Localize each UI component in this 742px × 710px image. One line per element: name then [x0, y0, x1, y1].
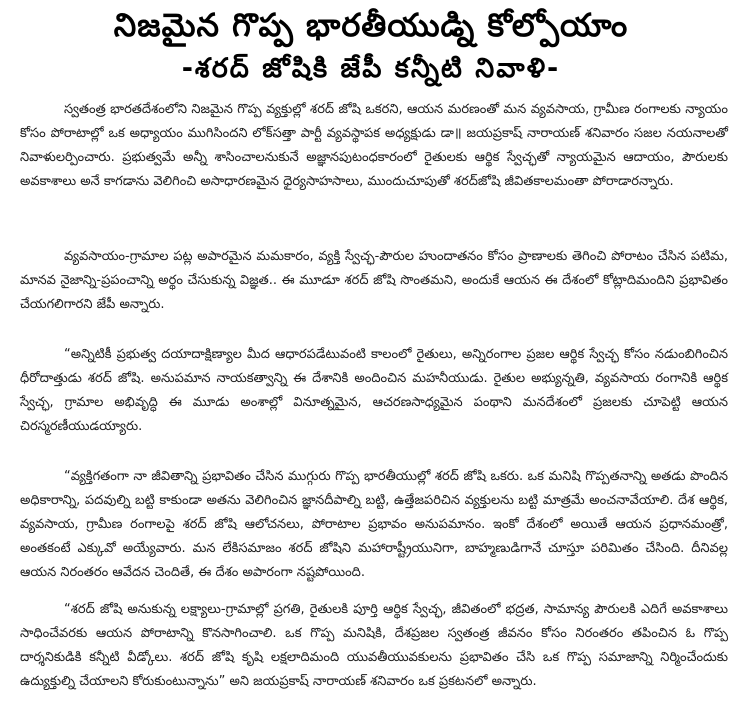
- paragraph-5: “శరద్ జోషి అనుకున్న లక్ష్యాలు-గ్రామాల్లో ప్రగతి, రైతులకి పూర్తి ఆర్థిక స్వేచ్ఛ, జీవితంలో భద్రత, సామాన్య పౌరులకి ఎదిగే అవకాశాలు సాధించేవరకు ఆయన పోరాటాన్ని కొనసాగించాలి. ఒక గొప్ప మనిషికి, దేశప్రజల స్వతంత్ర జీవనం కోసం నిరంతరం తపించిన ఓ గొప్ప దార్శనికుడికి కన్నీటి వీడ్కోలు. శరద్ జోషి కృషి లక్షలాదిమంది యువతీయువకులను ప్రభావితం చేసి ఒక గొప్ప సమాజాన్ని నిర్మించేందుకు ఉద్యుక్తుల్ని చేయాలని కోరుకుంటున్నాను” అని జయప్రకాష్ నారాయణ్ శనివారం ఒక ప్రకటనలో అన్నారు.: [20, 602, 728, 689]
- page-title: నిజమైన గొప్ప భారతీయుడ్ని కోల్పోయాం: [113, 6, 629, 44]
- paragraph-2: వ్యవసాయం-గ్రామాల పట్ల అపారమైన మమకారం, వ్యక్తి స్వేచ్ఛ-పౌరుల హుందాతనం కోసం ప్రాణాలకు తెగించి పోరాటం చేసిన పటిమ, మానవ నైజాన్ని-ప్రపంచాన్ని అర్థం చేసుకున్న విజ్ఞత.. ఈ మూడూ శరద్ జోషి సొంతమని, అందుకే ఆయన ఈ దేశంలో కోట్లాదిమందిని ప్రభావితం చేయగలిగారని జేపీ అన్నారు.: [20, 249, 728, 312]
- paragraph-3: “అన్నిటికీ ప్రభుత్వ దయాదాక్షిణ్యాల మీద ఆధారపడేటువంటి కాలంలో రైతులు, అన్నిరంగాల ప్రజల ఆర్థిక స్వేచ్ఛ కోసం నడుంబిగించిన ధీరోదాత్తుడు శరద్ జోషి. అనుపమాన నాయకత్వాన్ని ఈ దేశానికి అందించిన మహనీయుడు. రైతుల అభ్యున్నతి, వ్యవసాయ రంగానికి ఆర్థిక స్వేచ్ఛ, గ్రామాల అభివృద్ధి ఈ మూడు అంశాల్లో వినూత్నమైన, ఆచరణసాధ్యమైన పంథాని మనదేశంలో ప్రజలకు చూపెట్టి ఆయన చిరస్మరణీయుడయ్యారు.: [20, 347, 728, 434]
- paragraph-1: స్వతంత్ర భారతదేశంలోని నిజమైన గొప్ప వ్యక్తుల్లో శరద్ జోషి ఒకరని, ఆయన మరణంతో మన వ్యవసాయ, గ్రామీణ రంగాలకు న్యాయం కోసం పోరాటాల్లో ఒక అధ్యాయం ముగిసిందని లోక్‌సత్తా పార్టీ వ్యవస్థాపక అధ్యక్షుడు డా॥ జయప్రకాష్ నారాయణ్ శనివారం సజల నయనాలతో నివాళులర్పించారు. ప్రభుత్వమే అన్నీ శాసించాలనుకునే అజ్ఞానపుటంధకారంలో రైతులకు ఆర్థిక స్వేచ్ఛతో న్యాయమైన ఆదాయం, పౌరులకు అవకాశాలు అనే కాగడాను వెలిగించి అసాధారణమైన ధైర్యసాహసాలు, ముందుచూపుతో శరద్‌జోషి జీవితకాలమంతా పోరాడారన్నారు.: [20, 102, 728, 189]
- page-subtitle: -శరద్ జోషికి జేపీ కన్నీటి నివాళి-: [181, 53, 561, 84]
- paragraph-4: “వ్యక్తిగతంగా నా జీవితాన్ని ప్రభావితం చేసిన ముగ్గురు గొప్ప భారతీయుల్లో శరద్ జోషి ఒకరు. ఒక మనిషి గొప్పతనాన్ని అతడు పొందిన అధికారాన్ని, పదవుల్ని బట్టి కాకుండా అతను వెలిగించిన జ్ఞానదీపాల్ని బట్టి, ఉత్తేజపరిచిన వ్యక్తులను బట్టి మాత్రమే అంచనావేయాలి. దేశ ఆర్థిక, వ్యవసాయ, గ్రామీణ రంగాలపై శరద్ జోషి ఆలోచనలు, పోరాటాల ప్రభావం అనుపమానం. ఇంకో దేశంలో అయితే ఆయన ప్రధానమంత్రో, అంతకంటే ఎక్కువో అయ్యేవారు. మన లేకిసమాజం శరద్ జోషిని మహారాష్ట్రీయునిగా, బాహ్మణుడిగానే చూస్తూ పరిమితం చేసింది. దీనివల్ల ఆయన నిరంతరం ఆవేదన చెందితే, ఈ దేశం అపారంగా నష్టపోయింది.: [20, 469, 728, 580]
